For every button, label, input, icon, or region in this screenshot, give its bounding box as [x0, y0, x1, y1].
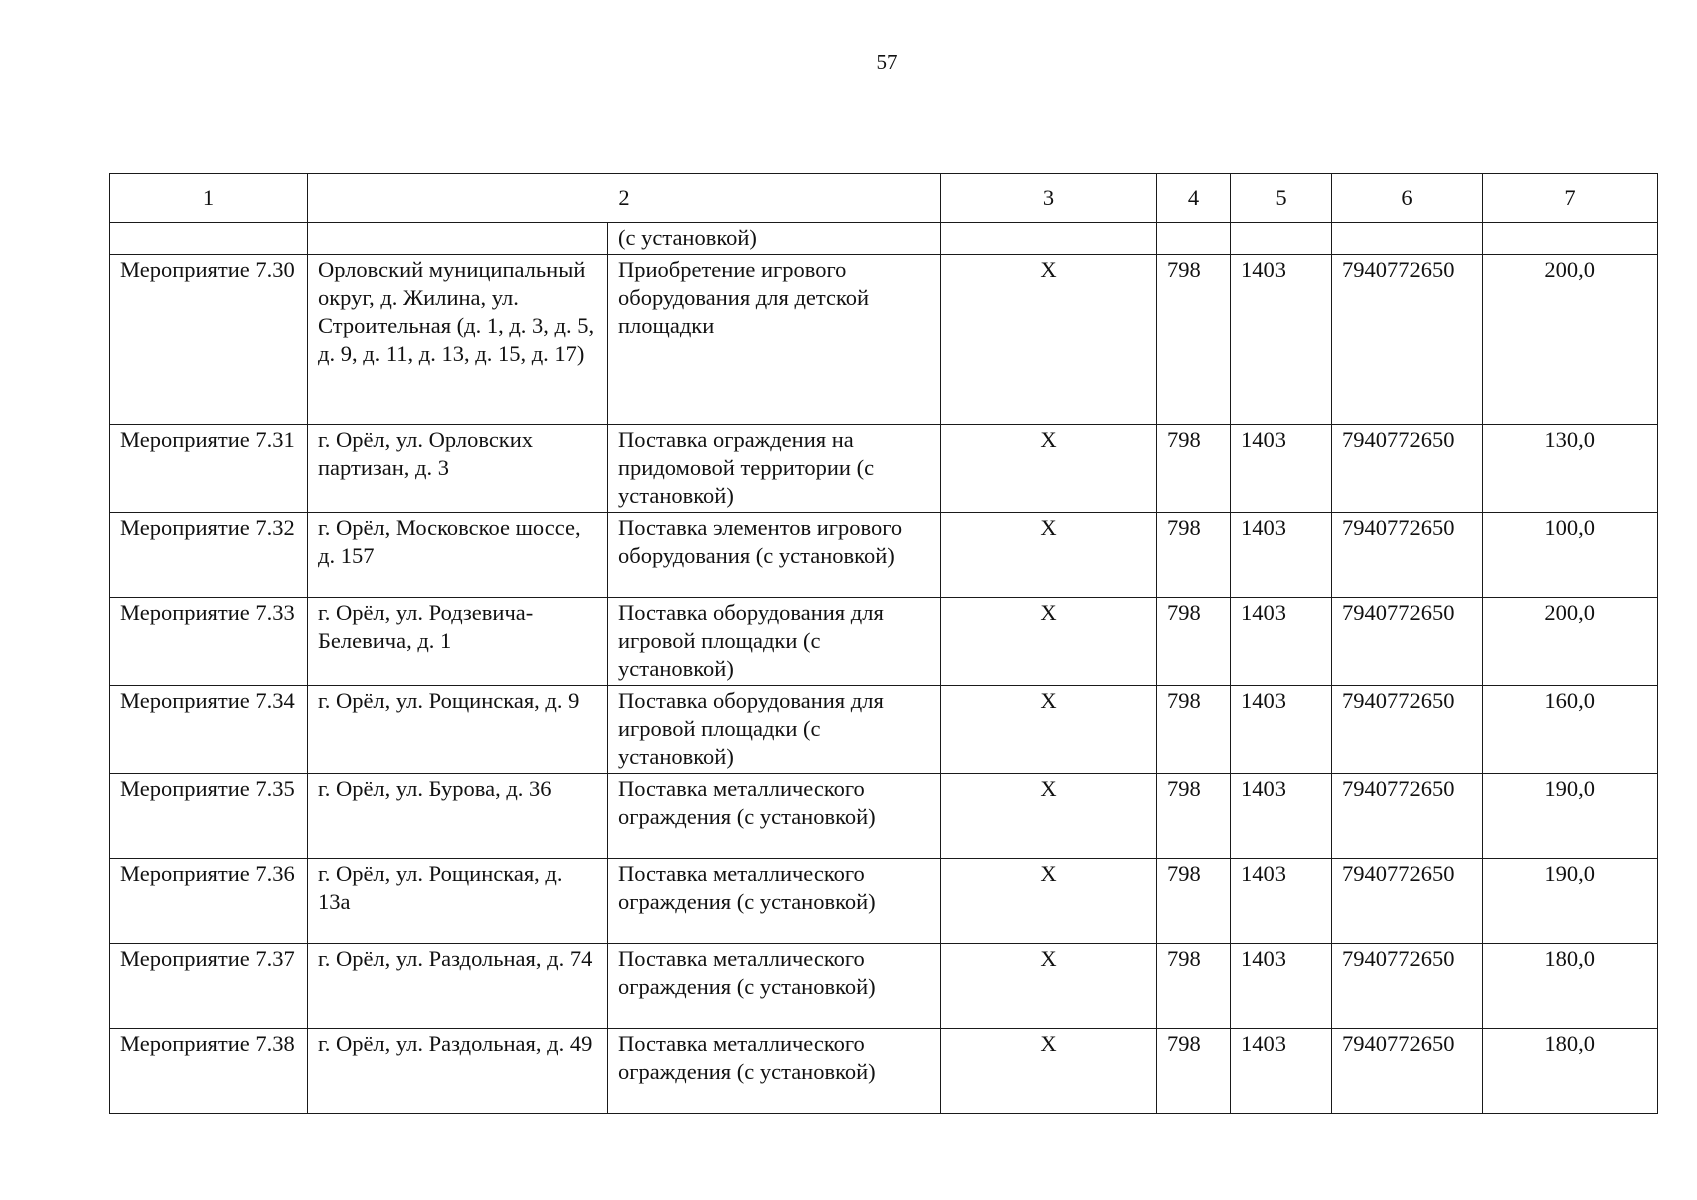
col6-cell: 7940772650: [1332, 598, 1483, 686]
table-row: [110, 774, 1658, 859]
event-cell: Мероприятие 7.35: [110, 774, 308, 859]
address-cell: г. Орёл, ул. Родзевича-Белевича, д. 1: [308, 598, 608, 686]
col3-cell: X: [941, 598, 1157, 686]
address-cell: г. Орёл, ул. Раздольная, д. 74: [308, 944, 608, 1029]
col5-cell: 1403: [1231, 1029, 1332, 1114]
col5-cell: 1403: [1231, 859, 1332, 944]
col5-cell: 1403: [1231, 255, 1332, 425]
address-cell: Орловский муниципальный округ, д. Жилина, ул. Строительная (д. 1, д. 3, д. 5, д. 9, д. 11, д. 13, д. 15, д. 17): [308, 255, 608, 425]
col3-cell: X: [941, 944, 1157, 1029]
header-cell-6: 6: [1332, 174, 1483, 223]
col5-cell: 1403: [1231, 686, 1332, 774]
col6-cell: 7940772650: [1332, 774, 1483, 859]
header-cell-7: 7: [1483, 174, 1658, 223]
col6-cell: 7940772650: [1332, 513, 1483, 598]
col4-cell: 798: [1157, 686, 1231, 774]
header-cell-2: 2: [308, 174, 941, 223]
description-cell: Поставка металлического ограждения (с установкой): [608, 1029, 941, 1114]
col7-cell: 130,0: [1483, 425, 1658, 513]
event-cell: Мероприятие 7.36: [110, 859, 308, 944]
event-cell: Мероприятие 7.38: [110, 1029, 308, 1114]
continuation-empty-cell: [308, 223, 608, 255]
col3-cell: X: [941, 859, 1157, 944]
measures-table: [109, 173, 1658, 1114]
header-cell-4: 4: [1157, 174, 1231, 223]
address-cell: г. Орёл, ул. Бурова, д. 36: [308, 774, 608, 859]
continuation-row: [110, 223, 1658, 255]
col3-cell: X: [941, 255, 1157, 425]
description-cell: Поставка металлического ограждения (с установкой): [608, 859, 941, 944]
col7-cell: 100,0: [1483, 513, 1658, 598]
col6-cell: 7940772650: [1332, 1029, 1483, 1114]
col3-cell: X: [941, 513, 1157, 598]
col6-cell: 7940772650: [1332, 425, 1483, 513]
col7-cell: 160,0: [1483, 686, 1658, 774]
page-number: 57: [876, 50, 898, 74]
col7-cell: 190,0: [1483, 774, 1658, 859]
header-row: [110, 174, 1658, 223]
col4-cell: 798: [1157, 944, 1231, 1029]
header-cell-1: 1: [110, 174, 308, 223]
description-cell: Приобретение игрового оборудования для детской площадки: [608, 255, 941, 425]
table-row: [110, 944, 1658, 1029]
event-cell: Мероприятие 7.32: [110, 513, 308, 598]
continuation-empty-cell: [1483, 223, 1658, 255]
col7-cell: 180,0: [1483, 1029, 1658, 1114]
address-cell: г. Орёл, ул. Орловских партизан, д. 3: [308, 425, 608, 513]
col3-cell: X: [941, 1029, 1157, 1114]
col3-cell: X: [941, 425, 1157, 513]
col3-cell: X: [941, 774, 1157, 859]
col6-cell: 7940772650: [1332, 255, 1483, 425]
description-cell: Поставка металлического ограждения (с установкой): [608, 774, 941, 859]
continuation-empty-cell: [941, 223, 1157, 255]
col5-cell: 1403: [1231, 774, 1332, 859]
description-cell: Поставка элементов игрового оборудования (с установкой): [608, 513, 941, 598]
col7-cell: 180,0: [1483, 944, 1658, 1029]
col4-cell: 798: [1157, 859, 1231, 944]
table-row: [110, 425, 1658, 513]
address-cell: г. Орёл, ул. Рощинская, д. 13а: [308, 859, 608, 944]
header-cell-3: 3: [941, 174, 1157, 223]
continuation-empty-cell: [110, 223, 308, 255]
col5-cell: 1403: [1231, 598, 1332, 686]
col4-cell: 798: [1157, 425, 1231, 513]
col6-cell: 7940772650: [1332, 686, 1483, 774]
description-cell: Поставка ограждения на придомовой территории (с установкой): [608, 425, 941, 513]
continuation-text: (с установкой): [608, 223, 941, 255]
col5-cell: 1403: [1231, 944, 1332, 1029]
continuation-empty-cell: [1157, 223, 1231, 255]
col4-cell: 798: [1157, 513, 1231, 598]
col4-cell: 798: [1157, 598, 1231, 686]
col5-cell: 1403: [1231, 425, 1332, 513]
table-row: [110, 1029, 1658, 1114]
continuation-empty-cell: [1332, 223, 1483, 255]
col6-cell: 7940772650: [1332, 859, 1483, 944]
event-cell: Мероприятие 7.34: [110, 686, 308, 774]
event-cell: Мероприятие 7.37: [110, 944, 308, 1029]
event-cell: Мероприятие 7.33: [110, 598, 308, 686]
continuation-empty-cell: [1231, 223, 1332, 255]
address-cell: г. Орёл, Московское шоссе, д. 157: [308, 513, 608, 598]
col7-cell: 200,0: [1483, 598, 1658, 686]
event-cell: Мероприятие 7.30: [110, 255, 308, 425]
col4-cell: 798: [1157, 1029, 1231, 1114]
address-cell: г. Орёл, ул. Рощинская, д. 9: [308, 686, 608, 774]
table-row: [110, 859, 1658, 944]
col3-cell: X: [941, 686, 1157, 774]
col5-cell: 1403: [1231, 513, 1332, 598]
event-cell: Мероприятие 7.31: [110, 425, 308, 513]
description-cell: Поставка оборудования для игровой площадки (с установкой): [608, 598, 941, 686]
header-cell-5: 5: [1231, 174, 1332, 223]
description-cell: Поставка оборудования для игровой площадки (с установкой): [608, 686, 941, 774]
col4-cell: 798: [1157, 774, 1231, 859]
address-cell: г. Орёл, ул. Раздольная, д. 49: [308, 1029, 608, 1114]
table-row: [110, 255, 1658, 425]
table-row: [110, 513, 1658, 598]
col7-cell: 190,0: [1483, 859, 1658, 944]
col6-cell: 7940772650: [1332, 944, 1483, 1029]
description-cell: Поставка металлического ограждения (с установкой): [608, 944, 941, 1029]
col7-cell: 200,0: [1483, 255, 1658, 425]
col4-cell: 798: [1157, 255, 1231, 425]
table-row: [110, 598, 1658, 686]
table-row: [110, 686, 1658, 774]
